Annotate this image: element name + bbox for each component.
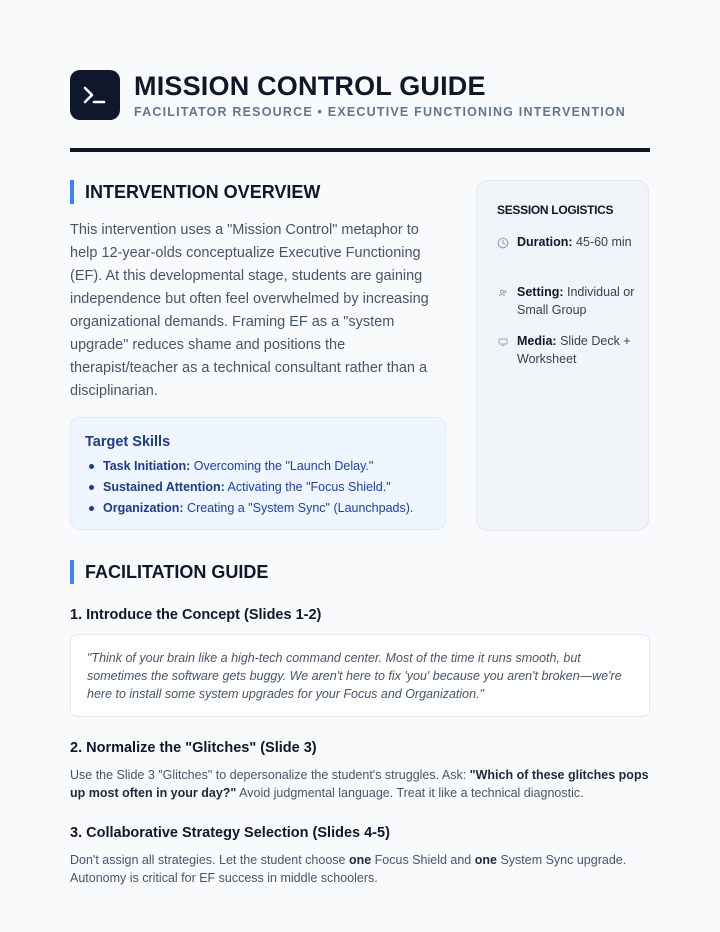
logistics-value: Slide Deck + Worksheet	[517, 334, 631, 366]
logistics-label: Media:	[517, 334, 557, 348]
list-item	[85, 498, 413, 519]
logistics-setting-text	[517, 283, 637, 319]
page-title: MISSION CONTROL GUIDE	[134, 71, 486, 101]
step-3-text-c: System Sync upgrade. Autonomy is critical for EF success in middle schoolers.	[70, 853, 627, 885]
skill-text: Activating the "Focus Shield."	[224, 480, 391, 494]
skill-text: Creating a "System Sync" (Launchpads).	[183, 501, 414, 515]
target-skills-title: Target Skills	[85, 434, 171, 450]
step-2-title: 2. Normalize the "Glitches" (Slide 3)	[70, 740, 317, 756]
logistics-title: SESSION LOGISTICS	[497, 203, 614, 217]
step-2-question: "Which of these glitches pops up most often in your day?"	[70, 768, 649, 800]
monitor-icon	[497, 336, 509, 348]
skill-text: Overcoming the "Launch Delay."	[190, 459, 374, 473]
clock-icon	[497, 237, 509, 249]
step-2-text-b: Avoid judgmental language. Treat it like a technical diagnostic.	[236, 786, 584, 800]
step-2-text	[70, 766, 650, 802]
step-3-title: 3. Collaborative Strategy Selection (Slides 4-5)	[70, 825, 390, 841]
step-3-emphasis: one	[348, 853, 372, 867]
overview-body: This intervention uses a "Mission Control" metaphor to help 12-year-olds conceptualize Executive Functioning (EF). At this developmental stage, students are gaining independence but often feel overwhelmed by increasing organizational demands. Framing EF as a "system upgrade" reduces shame and positions the therapist/teacher as a technical consultant rather than a disciplinarian.	[70, 222, 429, 399]
facilitation-heading: FACILITATION GUIDE	[70, 560, 268, 584]
target-skills-list	[85, 456, 413, 519]
skill-label: Organization:	[103, 501, 184, 515]
target-skills-box	[70, 417, 446, 530]
logistics-label: Duration:	[517, 235, 573, 249]
overview-heading: INTERVENTION OVERVIEW	[70, 180, 320, 204]
step-3-text	[70, 851, 650, 887]
session-logistics-panel	[476, 180, 649, 531]
logistics-label: Setting:	[517, 285, 564, 299]
step-2-text-a: Use the Slide 3 "Glitches" to depersonalize the student's struggles. Ask:	[70, 768, 470, 782]
users-icon	[497, 287, 509, 299]
list-item	[85, 456, 413, 477]
list-item	[85, 477, 413, 498]
skill-label: Sustained Attention:	[103, 480, 225, 494]
step-1-quote-box	[70, 634, 650, 717]
logistics-value: Individual or Small Group	[517, 285, 635, 317]
step-3-text-b: Focus Shield and	[371, 853, 475, 867]
logistics-media-text	[517, 332, 637, 368]
page-subtitle: FACILITATOR RESOURCE • EXECUTIVE FUNCTIONING INTERVENTION	[134, 105, 627, 119]
logistics-duration-text	[517, 233, 637, 251]
terminal-prompt-icon	[80, 80, 110, 110]
step-3-text-a: Don't assign all strategies. Let the student choose	[70, 853, 349, 867]
step-1-title: 1. Introduce the Concept (Slides 1-2)	[70, 607, 322, 623]
step-3-emphasis: one	[474, 853, 497, 867]
logo	[70, 70, 120, 120]
skill-label: Task Initiation:	[103, 459, 191, 473]
logistics-value: 45-60 min	[572, 235, 632, 249]
header-divider	[70, 148, 650, 152]
page-header	[70, 70, 650, 130]
step-1-quote: "Think of your brain like a high-tech command center. Most of the time it runs smooth, but sometimes the software gets buggy. We aren't here to fix 'you' because you aren't broken—we're here to install some system upgrades for your Focus and Organization."	[87, 651, 622, 701]
